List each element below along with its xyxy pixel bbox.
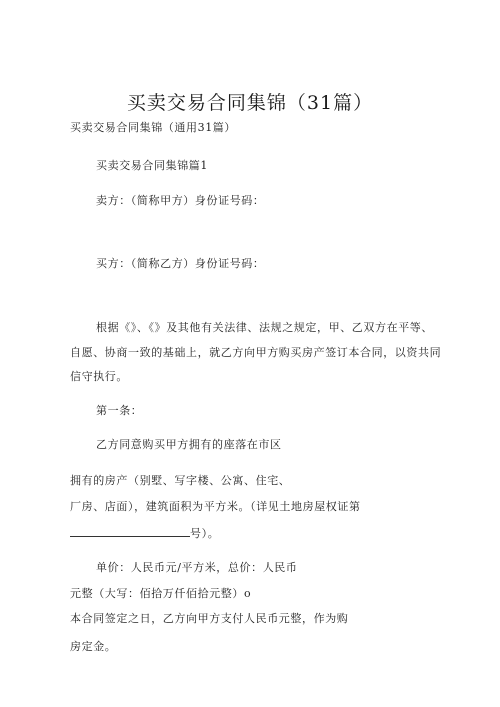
section-heading: 买卖交易合同集锦篇1 [96,159,208,172]
price-line: 元整（大写：佰拾万仟佰拾元整）o [70,587,252,600]
deposit-line: 房定金。 [70,640,117,653]
document-subtitle: 买卖交易合同集锦（通用31篇） [70,121,236,134]
paragraph-line: 厂房、店面），建筑面积为平方米。（详见土地房屋权证第 [70,500,361,513]
paragraph-line [70,526,219,541]
deposit-line: 本合同签定之日，乙方向甲方支付人民币元整，作为购 [70,612,349,625]
paragraph-line: 根据《》、《》及其他有关法律、法规之规定，甲、乙双方在平等、 [96,321,433,334]
paragraph-line: 信守执行。 [70,370,128,383]
article-heading: 第一条： [96,404,143,417]
paragraph-line: 拥有的房产（别墅、写字楼、公寓、住宅、 [70,474,291,487]
document-title: 买卖交易合同集锦（31篇） [126,92,374,114]
buyer-line: 买方：（简称乙方）身份证号码： [96,257,265,270]
paragraph-line: 乙方同意购买甲方拥有的座落在市区 [96,438,282,451]
paragraph-line: 自愿、协商一致的基础上，就乙方向甲方购买房产签订本合同，以资共同 [70,346,442,359]
seller-line: 卖方：（简称甲方）身份证号码： [96,194,265,207]
blank-underline [70,526,190,537]
price-line: 单价：人民币元/平方米，总价：人民币 [96,561,298,574]
certificate-suffix: 号）。 [190,527,220,540]
